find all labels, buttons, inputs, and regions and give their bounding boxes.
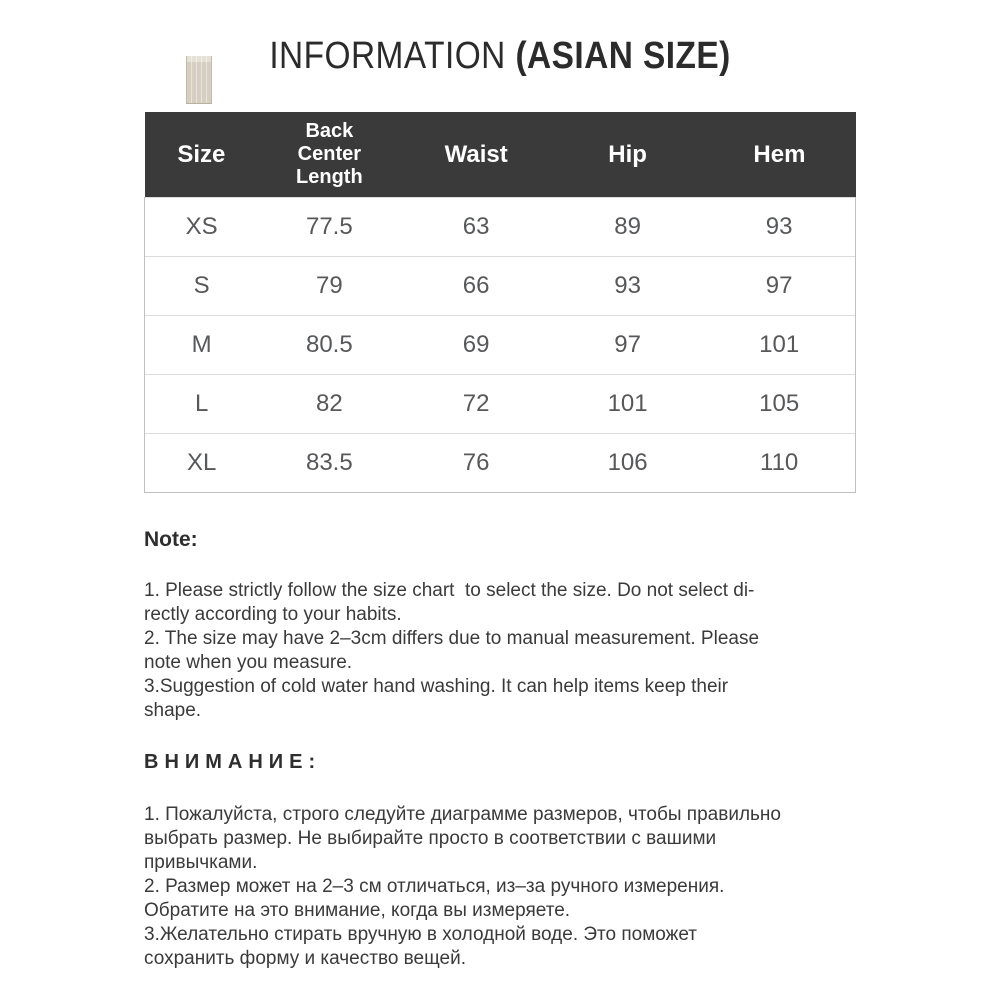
- note-line: 1. Please strictly follow the size chart to select the size. Do not select di-: [144, 580, 755, 601]
- size-cell: L: [145, 375, 259, 434]
- hip-cell: 97: [552, 316, 703, 375]
- table-row-xs: [145, 198, 856, 257]
- back-center-length-cell: 82: [258, 375, 400, 434]
- note-line: выбрать размер. Не выбирайте просто в соответствии с вашими: [144, 828, 717, 849]
- hem-cell: 97: [703, 257, 855, 316]
- waist-cell: 66: [400, 257, 551, 316]
- page-title-normal: INFORMATION: [269, 35, 516, 77]
- title-section: [0, 0, 1000, 112]
- back-center-length-cell: 80.5: [258, 316, 400, 375]
- waist-cell: 76: [400, 434, 551, 493]
- note-line: Обратите на это внимание, когда вы измеряете.: [144, 900, 571, 921]
- hip-cell: 89: [552, 198, 703, 257]
- column-header-back-center-length: Back Center Length: [258, 112, 400, 198]
- hip-cell: 101: [552, 375, 703, 434]
- note-line: привычками.: [144, 852, 258, 873]
- note-line: 3.Желательно стирать вручную в холодной воде. Это поможет: [144, 924, 698, 945]
- size-cell: S: [145, 257, 259, 316]
- column-header-size: Size: [145, 112, 259, 198]
- table-row-s: [145, 257, 856, 316]
- column-header-waist: Waist: [400, 112, 551, 198]
- hip-cell: 93: [552, 257, 703, 316]
- note-line: 2. The size may have 2–3cm differs due to manual measurement. Please: [144, 628, 760, 649]
- table-row-xl: [145, 434, 856, 493]
- waist-cell: 69: [400, 316, 551, 375]
- waist-cell: 72: [400, 375, 551, 434]
- table-header-row: [145, 112, 856, 198]
- hem-cell: 110: [703, 434, 855, 493]
- note-line: 1. Пожалуйста, строго следуйте диаграмме размеров, чтобы правильно: [144, 804, 781, 825]
- back-center-length-cell: 79: [258, 257, 400, 316]
- note-heading-en: Note:: [144, 528, 198, 551]
- back-center-length-cell: 77.5: [258, 198, 400, 257]
- note-text-ru: [144, 803, 864, 971]
- hem-cell: 105: [703, 375, 855, 434]
- back-center-length-cell: 83.5: [258, 434, 400, 493]
- hem-cell: 101: [703, 316, 855, 375]
- note-line: rectly according to your habits.: [144, 604, 402, 625]
- page-title-bold: (ASIAN SIZE): [515, 35, 731, 77]
- size-cell: XL: [145, 434, 259, 493]
- note-line: 3.Suggestion of cold water hand washing. It can help items keep their: [144, 676, 729, 697]
- table-row-l: [145, 375, 856, 434]
- notes-section: [144, 527, 864, 971]
- note-line: shape.: [144, 700, 202, 721]
- note-text-en: [144, 579, 864, 723]
- column-header-hip: Hip: [552, 112, 703, 198]
- note-line: note when you measure.: [144, 652, 353, 673]
- waist-cell: 63: [400, 198, 551, 257]
- size-cell: XS: [145, 198, 259, 257]
- page-title: [60, 0, 940, 76]
- hem-cell: 93: [703, 198, 855, 257]
- size-chart-header: [145, 112, 856, 198]
- size-chart-table: [144, 112, 856, 493]
- table-row-m: [145, 316, 856, 375]
- column-header-hem: Hem: [703, 112, 855, 198]
- note-line: сохранить форму и качество вещей.: [144, 948, 466, 969]
- size-chart-body: [145, 198, 856, 493]
- size-cell: M: [145, 316, 259, 375]
- note-line: 2. Размер может на 2–3 см отличаться, из–за ручного измерения.: [144, 876, 725, 897]
- hip-cell: 106: [552, 434, 703, 493]
- note-heading-ru: ВНИМАНИЕ:: [144, 751, 322, 773]
